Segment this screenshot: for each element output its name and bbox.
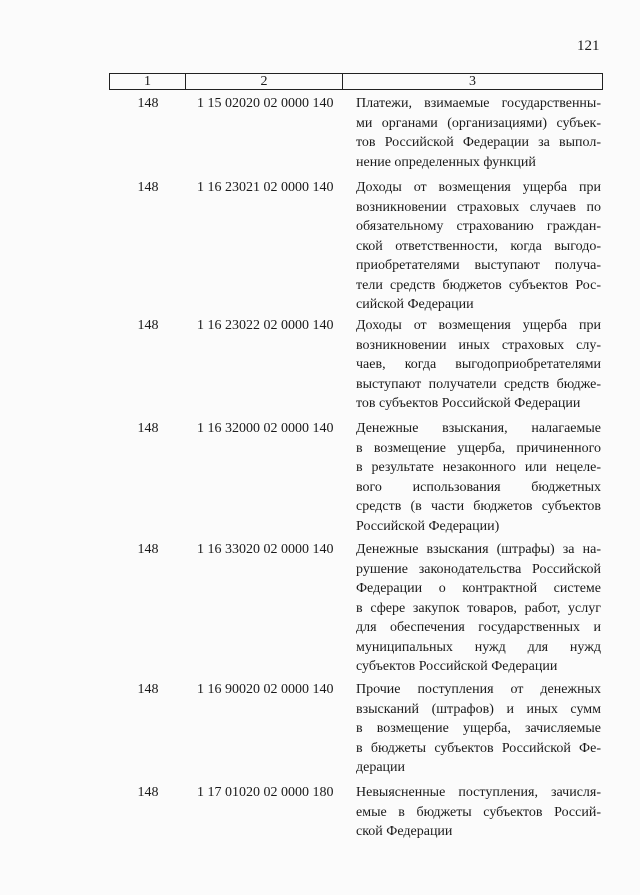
description-line: Денежные взыскания (штрафы) за на- (356, 542, 601, 557)
description-line: емые в бюджеты субъектов Россий- (356, 804, 601, 820)
description-line: возникновении иных страховых слу- (356, 337, 601, 353)
description-line: в бюджеты субъектов Российской Фе- (356, 740, 601, 756)
description-line: в результате незаконного или нецеле- (356, 460, 601, 475)
description-line: Доходы от возмещения ущерба при (356, 180, 601, 195)
page-number: 121 (577, 38, 600, 54)
admin-code: 148 (137, 421, 159, 436)
description-line: в возмещение ущерба, зачисляемые (356, 721, 601, 736)
budget-classification-code: 1 17 01020 02 0000 180 (197, 785, 334, 800)
revenue-description (356, 783, 601, 842)
budget-classification-code: 1 16 90020 02 0000 140 (197, 682, 334, 697)
description-line: для обеспечения государственных и (356, 620, 601, 635)
description-line: приобретателями выступают получа- (356, 258, 601, 273)
admin-code: 148 (137, 785, 159, 800)
header-col-2: 2 (186, 74, 343, 89)
budget-classification-code: 1 16 33020 02 0000 140 (197, 542, 334, 557)
description-line: в сфере закупок товаров, работ, услуг (356, 600, 601, 616)
description-line: субъектов Российской Федерации (356, 659, 558, 674)
description-line: ской Федерации (356, 824, 453, 839)
revenue-description (356, 419, 601, 536)
description-line: дерации (356, 760, 406, 775)
budget-classification-code: 1 16 23022 02 0000 140 (197, 318, 334, 333)
revenue-description (356, 94, 601, 172)
description-line: рушение законодательства Российской (356, 561, 601, 577)
description-line: сийской Федерации (356, 297, 474, 312)
budget-classification-code: 1 16 32000 02 0000 140 (197, 421, 334, 436)
revenue-description (356, 680, 601, 778)
description-line: чаев, когда выгодоприобретателями (356, 357, 601, 372)
description-line: выступают получатели средств бюдже- (356, 376, 601, 392)
description-line: ской ответственности, когда выгодо- (356, 238, 601, 254)
budget-classification-code: 1 16 23021 02 0000 140 (197, 180, 334, 195)
table-header (109, 73, 603, 90)
revenue-description (356, 178, 601, 315)
admin-code: 148 (137, 542, 159, 557)
description-line: вого использования бюджетных (356, 479, 601, 495)
description-line: Федерации о контрактной системе (356, 581, 601, 596)
description-line: средств (в части бюджетов субъектов (356, 499, 601, 514)
description-line: Платежи, взимаемые государственны- (356, 96, 601, 111)
description-line: тов Российской Федерации за выпол- (356, 135, 601, 150)
admin-code: 148 (137, 96, 159, 111)
description-line: муниципальных нужд для нужд (356, 639, 601, 655)
revenue-description (356, 316, 601, 414)
description-line: взысканий (штрафов) и иных сумм (356, 701, 601, 717)
description-line: тели средств бюджетов субъектов Рос- (356, 277, 601, 293)
description-line: в возмещение ущерба, причиненного (356, 440, 601, 456)
budget-classification-code: 1 15 02020 02 0000 140 (197, 96, 334, 111)
admin-code: 148 (137, 180, 159, 195)
description-line: тов субъектов Российской Федерации (356, 396, 581, 411)
header-col-3: 3 (469, 74, 476, 89)
description-line: Доходы от возмещения ущерба при (356, 318, 601, 333)
admin-code: 148 (137, 682, 159, 697)
header-col-1: 1 (110, 74, 186, 89)
description-line: обязательному страхованию граждан- (356, 219, 601, 234)
description-line: Прочие поступления от денежных (356, 682, 601, 697)
description-line: нение определенных функций (356, 154, 536, 170)
description-line: Российской Федерации) (356, 518, 500, 534)
description-line: Денежные взыскания, налагаемые (356, 421, 601, 436)
description-line: ми органами (организациями) субъек- (356, 115, 601, 131)
revenue-description (356, 540, 601, 677)
admin-code: 148 (137, 318, 159, 333)
description-line: Невыясненные поступления, зачисля- (356, 785, 601, 800)
description-line: возникновении страховых случаев по (356, 199, 601, 215)
